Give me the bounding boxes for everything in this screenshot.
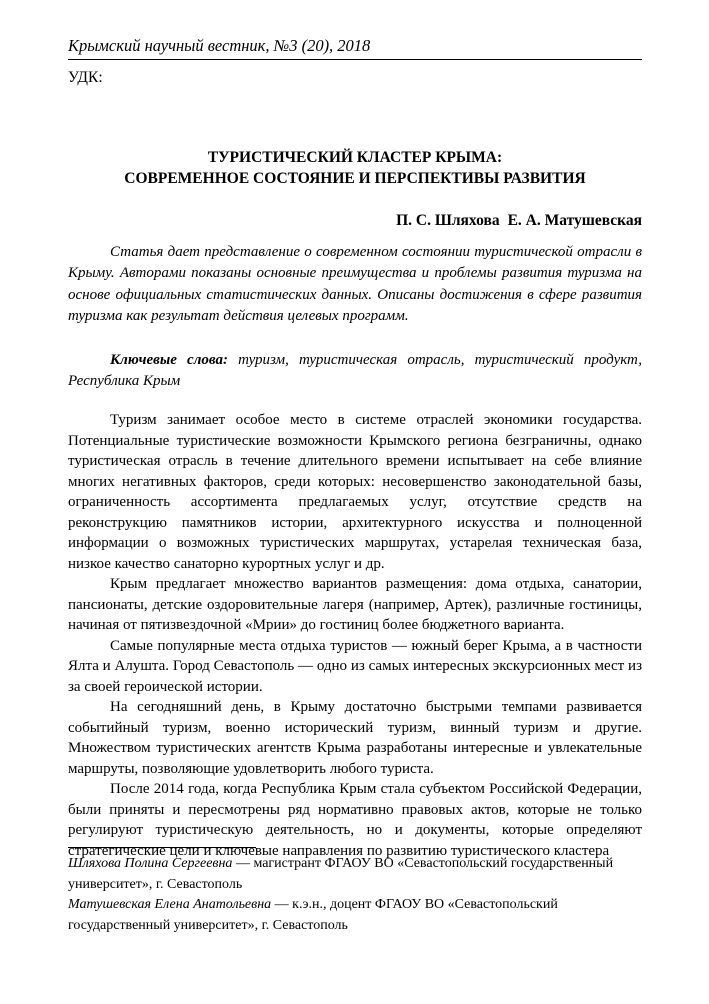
keywords	[68, 350, 642, 391]
author-1: П. С. Шляхова	[396, 212, 500, 229]
footnote-author-2	[68, 895, 642, 936]
body-paragraph-4: На сегодняшний день, в Крыму достаточно быстрыми темпами развивается событийный туризм, военно исторический туризм, винный туризм и другие. Множеством туристических агентств Крыма разработаны интересные и увлекательные маршруты, позволяющие удовлетворить любого туриста.	[68, 699, 642, 777]
article-title	[68, 147, 642, 189]
keywords-text: туризм, туристическая отрасль, туристический продукт, Республика Крым	[68, 352, 643, 389]
article-title-line-1: ТУРИСТИЧЕСКИЙ КЛАСТЕР КРЫМА:	[207, 149, 503, 166]
authors	[396, 211, 642, 231]
body-text	[68, 410, 642, 861]
footnote-author-2-name: Матушевская Елена Анатольевна	[68, 897, 272, 912]
udk-label: УДК:	[68, 69, 103, 86]
footnote-author-1-name: Шляхова Полина Сергеевна	[68, 856, 233, 871]
footnotes	[68, 854, 642, 936]
footnote-divider	[68, 847, 256, 848]
body-paragraph-2: Крым предлагает множество вариантов размещения: дома отдыха, санатории, пансионаты, детские оздоровительные лагеря (например, Артек), различные гостиницы, начиная от пятизвездочной «Мрии» до гостиниц более бюджетного варианта.	[68, 576, 642, 633]
author-2: Е. А. Матушевская	[507, 212, 642, 229]
body-paragraph-1: Туризм занимает особое место в системе отраслей экономики государства. Потенциальные туристические возможности Крымского региона безграничны, однако туристическая отрасль в течение длительного времени испытывает на себе влияние многих негативных факторов, среди которых: несовершенство законодательной базы, ограниченность ассортимента предлагаемых услуг, отсутствие средств на реконструкцию памятников истории, архитектурного искусства и полноценной информации о возможных туристических маршрутах, устарелая техническая база, низкое качество санаторно курортных услуг и др.	[68, 412, 642, 572]
footnote-author-1	[68, 854, 642, 895]
article-title-line-2: СОВРЕМЕННОЕ СОСТОЯНИЕ И ПЕРСПЕКТИВЫ РАЗВИТИЯ	[124, 170, 586, 187]
footnote-author-1-affiliation: — магистрант ФГАОУ ВО «Севастопольский государственный университет», г. Севастополь	[68, 856, 614, 892]
body-paragraph-5: После 2014 года, когда Республика Крым стала субъектом Российской Федерации, были приняты и пересмотрены ряд нормативно правовых актов, которые не только регулируют туристическую деятельность, но и документы, которые определяют стратегические цели и ключевые направления по развитию туристического кластера	[68, 781, 642, 859]
keywords-label: Ключевые слова:	[110, 352, 228, 368]
footnote-author-2-affiliation: — к.э.н., доцент ФГАОУ ВО «Севастопольский государственный университет», г. Севастополь	[68, 897, 558, 933]
body-paragraph-3: Самые популярные места отдыха туристов — южный берег Крыма, а в частности Ялта и Алушта. Город Севастополь — одно из самых интересных экскурсионных мест из за своей героической истории.	[68, 637, 642, 695]
journal-header: Крымский научный вестник, №3 (20), 2018	[68, 36, 642, 60]
abstract: Статья дает представление о современном состоянии туристической отрасли в Крыму. Авторами показаны основные преимущества и проблемы развития туризма на основе официальных статистических данных. Описаны достижения в сфере развития туризма как результат действия целевых программ.	[68, 244, 642, 324]
